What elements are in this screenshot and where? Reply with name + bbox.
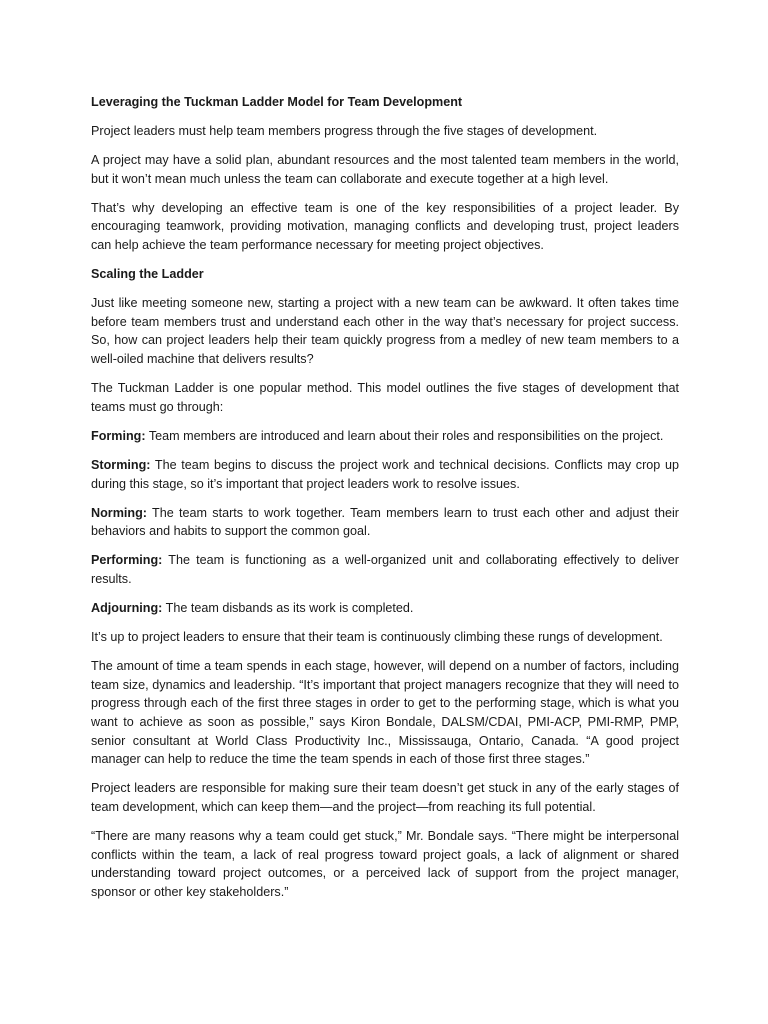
stage-term: Performing: xyxy=(91,553,163,568)
document-body xyxy=(91,93,679,912)
intro-paragraph: Project leaders must help team members progress through the five stages of development. xyxy=(91,124,598,139)
stage-description: The team disbands as its work is completed. xyxy=(162,600,414,615)
body-paragraph: Just like meeting someone new, starting a project with a new team can be awkward. It often takes time before team members trust and understand each other in the way that’s necessary for project success. So, how can project leaders help their team quickly progress from a medley of new team members to a well-oiled machine that delivers results? xyxy=(91,296,679,367)
body-paragraph: The amount of time a team spends in each stage, however, will depend on a number of factors, including team size, dynamics and leadership. “It’s important that project managers recognize that they will need to progress through each of the first three stages in order to get to the performing stage, which is what you want to achieve as soon as possible,” says Kiron Bondale, DALSM/CDAI, PMI-ACP, PMI-RMP, PMP, senior consultant at World Class Productivity Inc., Mississauga, Ontario, Canada. “A good project manager can help to reduce the time the team spends in each of those first three stages.” xyxy=(91,659,679,767)
stage-norming xyxy=(91,504,679,541)
stage-description: The team is functioning as a well-organized unit and collaborating effectively to deliver results. xyxy=(91,553,679,586)
stage-description: The team starts to work together. Team members learn to trust each other and adjust their behaviors and habits to support the common goal. xyxy=(91,505,679,539)
stage-term: Forming: xyxy=(91,428,146,443)
body-paragraph: “There are many reasons why a team could get stuck,” Mr. Bondale says. “There might be interpersonal conflicts within the team, a lack of real progress toward project goals, a lack of alignment or shared understanding toward project outcomes, or a perceived lack of support from the project manager, sponsor or other key stakeholders.” xyxy=(91,828,679,899)
body-paragraph: That’s why developing an effective team is one of the key responsibilities of a project leader. By encouraging teamwork, providing motivation, managing conflicts and developing trust, project leaders can help achieve the team performance necessary for meeting project objectives. xyxy=(91,200,679,253)
body-paragraph: Project leaders are responsible for making sure their team doesn’t get stuck in any of the early stages of team development, which can keep them—and the project—from reaching its full potential. xyxy=(91,781,679,814)
stage-description: The team begins to discuss the project work and technical decisions. Conflicts may crop up during this stage, so it’s important that project leaders work to resolve issues. xyxy=(91,457,679,491)
stage-storming xyxy=(91,456,679,493)
stage-adjourning xyxy=(91,599,679,618)
stage-description: Team members are introduced and learn about their roles and responsibilities on the project. xyxy=(145,428,664,443)
body-paragraph: A project may have a solid plan, abundant resources and the most talented team members in the world, but it won’t mean much unless the team can collaborate and execute together at a high level. xyxy=(91,153,679,186)
stage-performing xyxy=(91,551,679,588)
body-paragraph: The Tuckman Ladder is one popular method. This model outlines the five stages of development that teams must go through: xyxy=(91,381,679,414)
stage-forming xyxy=(91,427,679,446)
document-title: Leveraging the Tuckman Ladder Model for Team Development xyxy=(91,95,463,109)
stage-term: Norming: xyxy=(91,505,147,520)
section-heading: Scaling the Ladder xyxy=(91,267,204,282)
body-paragraph: It’s up to project leaders to ensure that their team is continuously climbing these rungs of development. xyxy=(91,630,663,645)
stage-term: Storming: xyxy=(91,457,151,472)
stage-term: Adjourning: xyxy=(91,600,163,615)
